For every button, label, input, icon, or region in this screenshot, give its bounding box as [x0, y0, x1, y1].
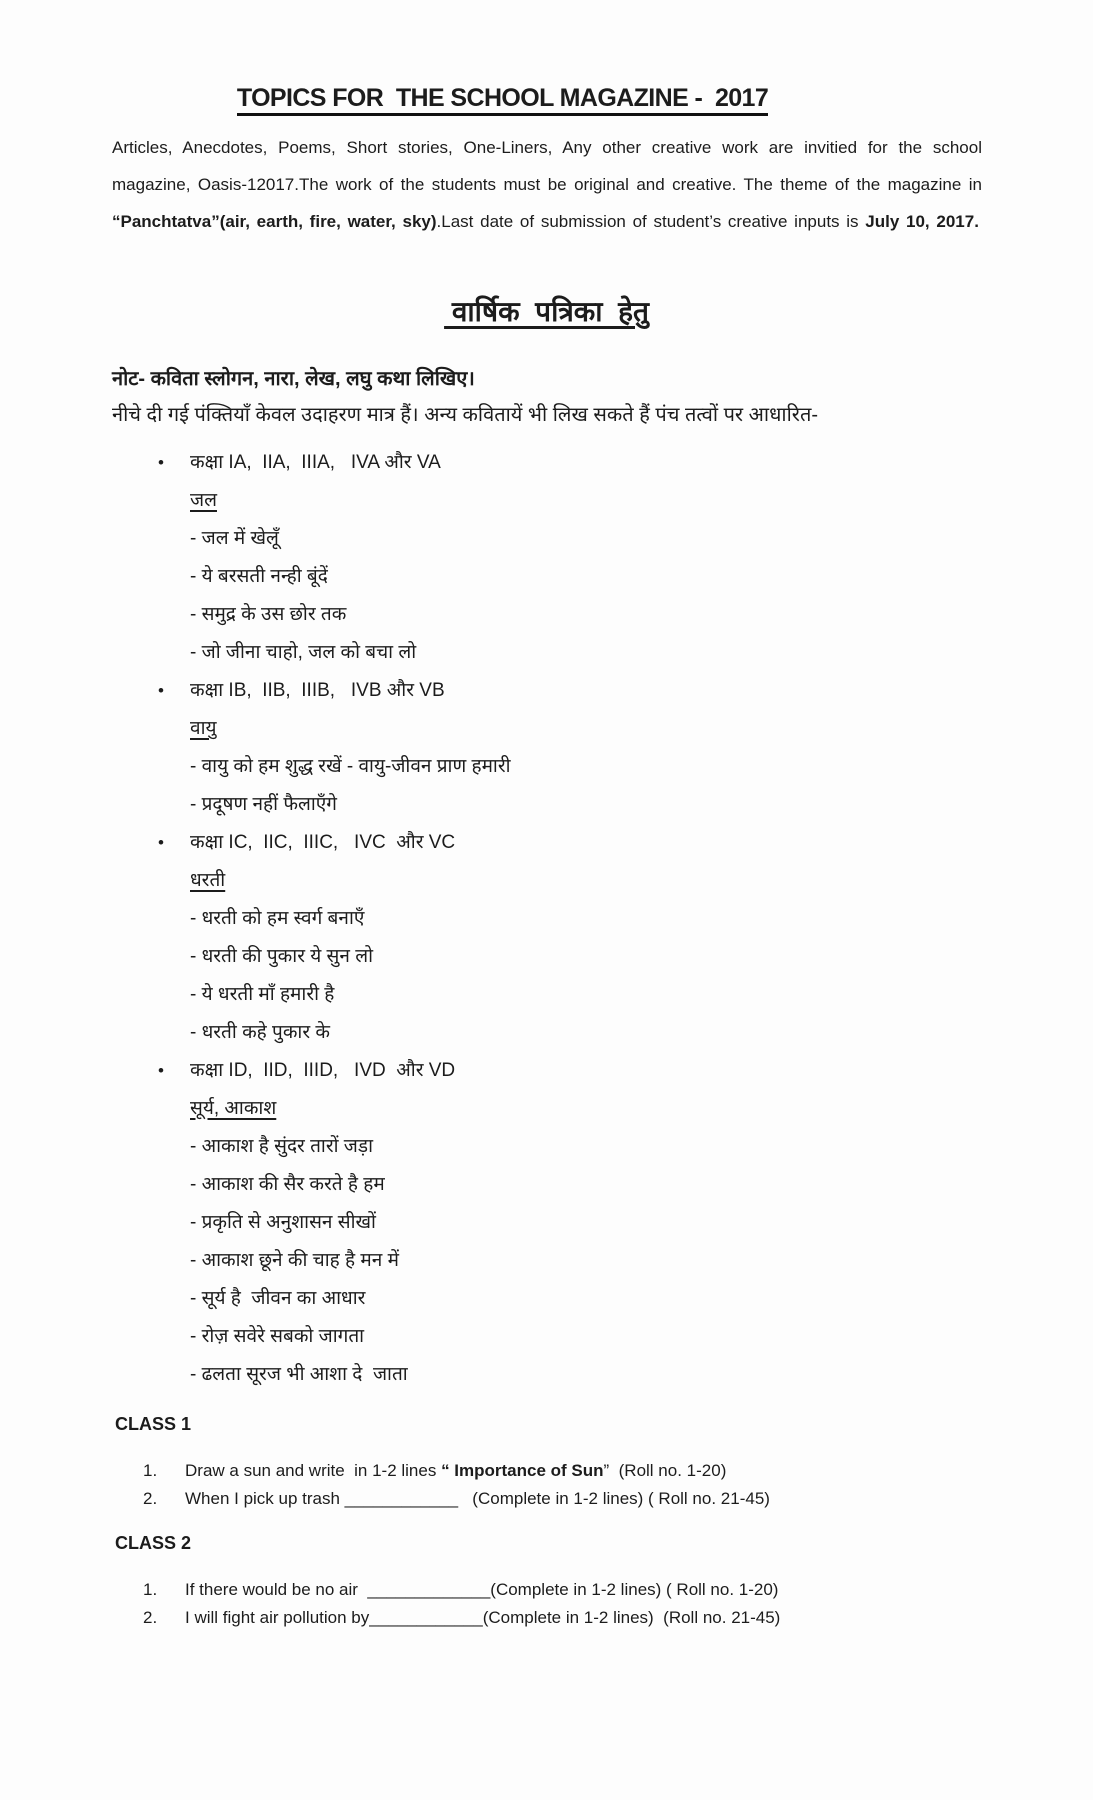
- class-list-label: कक्षा ID, IID, IIID, IVD और VD: [190, 1060, 456, 1081]
- item-text-segment: I will fight air pollution by____________(Complete in 1-2 lines) (Roll no. 21-45): [185, 1608, 781, 1627]
- class-list-label: कक्षा IC, IIC, IIIC, IVC और VC: [190, 832, 456, 853]
- poem-line: - रोज़ सवेरे सबको जागता: [190, 1326, 365, 1347]
- poem-line: - धरती कहे पुकार के: [190, 1022, 330, 1043]
- poem-line: - वायु को हम शुद्ध रखें - वायु-जीवन प्राण हमारी: [190, 756, 511, 777]
- poem-line: - आकाश छूने की चाह है मन में: [190, 1250, 399, 1271]
- poem-line: - समुद्र के उस छोर तक: [190, 604, 347, 625]
- bullet-icon: •: [158, 681, 164, 700]
- item-text-segment: “ Importance of Sun: [441, 1461, 604, 1480]
- item-number: 1.: [143, 1461, 158, 1480]
- item-text-segment: Draw a sun and write in 1-2 lines: [185, 1461, 442, 1480]
- poem-group-body: [190, 482, 1093, 672]
- class-row: [158, 824, 1093, 862]
- bullet-group: [0, 1052, 1093, 1394]
- theme-line: [190, 862, 1093, 900]
- document-title-text: TOPICS FOR THE SCHOOL MAGAZINE - 2017: [237, 84, 768, 116]
- theme-label: वायु: [190, 718, 217, 739]
- bullet-icon: •: [158, 1061, 164, 1080]
- class-list-label: कक्षा IA, IIA, IIIA, IVA और VA: [190, 452, 441, 473]
- poem-group-body: [190, 1090, 1093, 1394]
- poem-line: - आकाश की सैर करते है हम: [190, 1174, 385, 1195]
- hindi-section-heading-text: वार्षिक पत्रिका हेतु: [444, 296, 649, 327]
- hindi-section-heading: [0, 292, 1093, 330]
- item-number: 2.: [143, 1489, 158, 1508]
- numbered-item: [143, 1457, 1093, 1485]
- poem-group-body: [190, 710, 1093, 824]
- numbered-item: [143, 1485, 1093, 1513]
- class-section-heading: CLASS 1: [115, 1414, 192, 1434]
- poem-line: - ये धरती माँ हमारी है: [190, 984, 335, 1005]
- theme-label: सूर्य, आकाश: [190, 1098, 277, 1119]
- intro-text-segment: Articles, Anecdotes, Poems, Short stories, One-Liners, Any other creative work are invitied for the school magazine, Oasis-12017.The work of the students must be original and creative. The theme of the magazine in: [112, 138, 982, 194]
- theme-label: धरती: [190, 870, 226, 891]
- poem-line: - ये बरसती नन्ही बूंदें: [190, 566, 328, 587]
- theme-label: जल: [190, 490, 217, 511]
- item-text: [185, 1457, 726, 1485]
- intro-text-segment: .Last date of submission of student’s creative inputs is: [436, 212, 866, 231]
- numbered-item: [143, 1604, 1093, 1632]
- bullet-group: [0, 444, 1093, 672]
- item-text-segment: If there would be no air _____________(Complete in 1-2 lines) ( Roll no. 1-20): [185, 1580, 779, 1599]
- class-row: [158, 1052, 1093, 1090]
- class-bullet-list: [0, 444, 1093, 1394]
- item-number: 1.: [143, 1580, 158, 1599]
- theme-line: [190, 482, 1093, 520]
- hindi-example-line: नीचे दी गई पंक्तियाँ केवल उदाहरण मात्र हैं। अन्य कवितायें भी लिख सकते हैं पंच तत्वों पर आधारित-: [112, 404, 819, 426]
- intro-text-segment: July 10, 2017.: [865, 212, 979, 231]
- class-section: [115, 1533, 1093, 1632]
- poem-line: - ढलता सूरज भी आशा दे जाता: [190, 1364, 408, 1385]
- class-section: [115, 1414, 1093, 1513]
- bullet-group: [0, 824, 1093, 1052]
- intro-text-segment: “Panchtatva”(air, earth, fire, water, sky): [112, 212, 437, 231]
- bullet-group: [0, 672, 1093, 824]
- class-row: [158, 444, 1093, 482]
- item-text-segment: When I pick up trash ____________ (Complete in 1-2 lines) ( Roll no. 21-45): [185, 1489, 770, 1508]
- class-row: [158, 672, 1093, 710]
- item-number: 2.: [143, 1608, 158, 1627]
- item-text: [185, 1485, 770, 1513]
- poem-line: - आकाश है सुंदर तारों जड़ा: [190, 1136, 373, 1157]
- intro-paragraph: [112, 129, 982, 240]
- poem-line: - प्रकृति से अनुशासन सीखों: [190, 1212, 376, 1233]
- document-title: [0, 84, 1049, 113]
- poem-line: - धरती की पुकार ये सुन लो: [190, 946, 374, 967]
- item-text: [185, 1604, 780, 1632]
- theme-line: [190, 1090, 1093, 1128]
- class-section-heading: CLASS 2: [115, 1533, 192, 1553]
- item-text: [185, 1576, 778, 1604]
- class-list-label: कक्षा IB, IIB, IIIB, IVB और VB: [190, 680, 445, 701]
- poem-line: - जल में खेलूँ: [190, 528, 279, 549]
- poem-line: - प्रदूषण नहीं फैलाएँगे: [190, 794, 337, 815]
- poem-group-body: [190, 862, 1093, 1052]
- theme-line: [190, 710, 1093, 748]
- bullet-icon: •: [158, 833, 164, 852]
- class-task-sections: [0, 1414, 1093, 1632]
- hindi-note-line: नोट- कविता स्लोगन, नारा, लेख, लघु कथा लिखिए।: [112, 368, 475, 390]
- poem-line: - सूर्य है जीवन का आधार: [190, 1288, 366, 1309]
- numbered-item: [143, 1576, 1093, 1604]
- poem-line: - धरती को हम स्वर्ग बनाएँ: [190, 908, 365, 929]
- bullet-icon: •: [158, 453, 164, 472]
- item-text-segment: ” (Roll no. 1-20): [603, 1461, 727, 1480]
- poem-line: - जो जीना चाहो, जल को बचा लो: [190, 642, 417, 663]
